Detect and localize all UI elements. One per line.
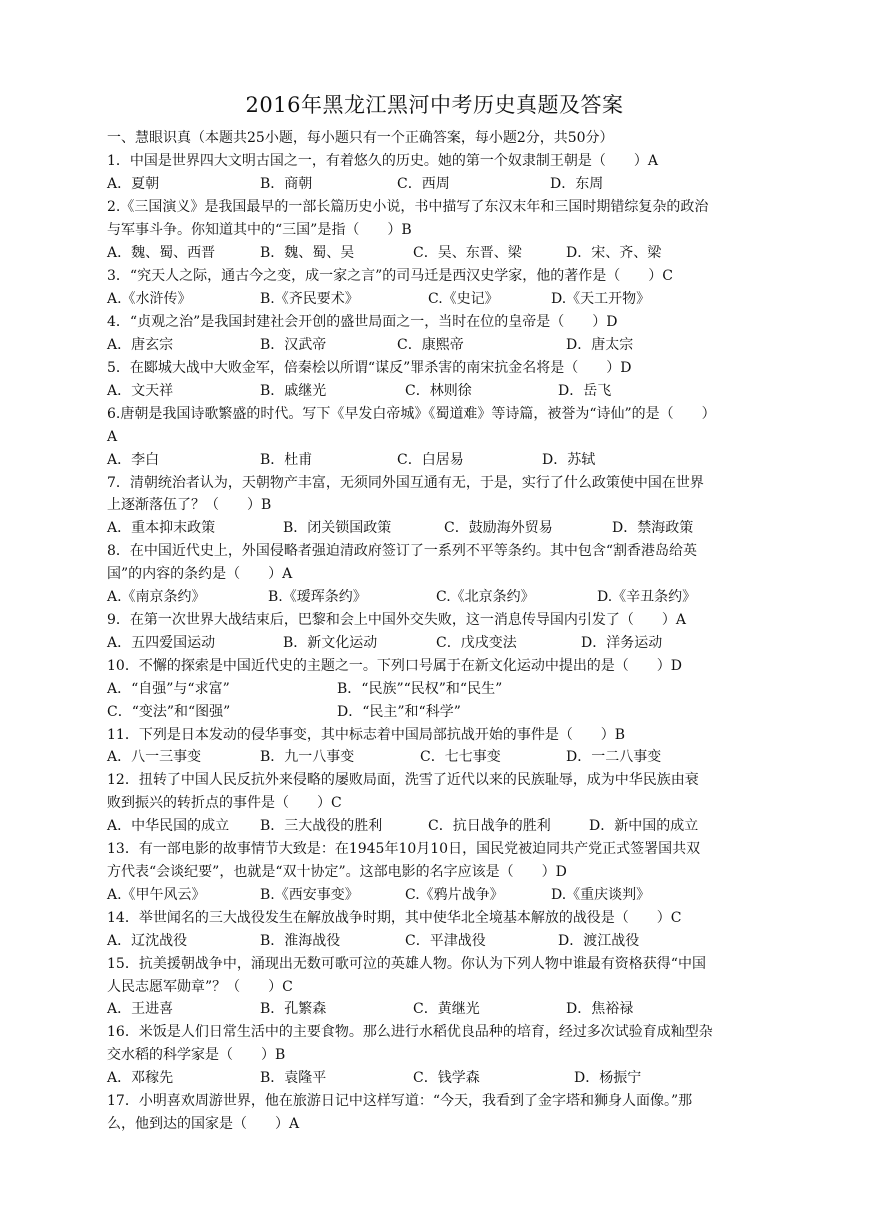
- option-d: D．宋、齐、梁: [566, 245, 662, 261]
- option-b: B．商朝: [260, 176, 313, 192]
- question-text: 8．在中国近代史上，外国侵略者强迫清政府签订了一系列不平等条约。其中包含“割香港岛给英: [107, 543, 698, 559]
- option-c: C．“变法”和“图强”: [107, 704, 231, 720]
- option-b: B．九一八事变: [260, 749, 355, 765]
- option-c: C.《北京条约》: [436, 589, 535, 605]
- option-a: A．八一三事变: [107, 749, 202, 765]
- option-b: B.《瑷珲条约》: [268, 589, 367, 605]
- option-c: C．西周: [397, 176, 450, 192]
- option-d: D.《辛丑条约》: [597, 589, 697, 605]
- question-text: 方代表“会谈纪要”，也就是“双十协定”。这部电影的名字应该是（ ）D: [107, 864, 567, 880]
- option-c: C.《鸦片战争》: [405, 887, 504, 903]
- option-a: A．五四爱国运动: [107, 635, 216, 651]
- option-b: B．孔繁森: [260, 1001, 327, 1017]
- option-a: A．辽沈战役: [107, 933, 188, 949]
- option-b: B．淮海战役: [260, 933, 341, 949]
- option-a: A.《南京条约》: [107, 589, 206, 605]
- question-text: 上逐渐落伍了？（ ）B: [107, 497, 272, 513]
- option-c: C．平津战役: [405, 933, 486, 949]
- option-d: D.《天工开物》: [551, 291, 651, 307]
- option-c: C．黄继光: [413, 1001, 480, 1017]
- option-a: A．文天祥: [107, 383, 174, 399]
- question-text: 14．举世闻名的三大战役发生在解放战争时期，其中使华北全境基本解放的战役是（ ）C: [107, 910, 682, 926]
- option-b: B．杜甫: [260, 452, 313, 468]
- option-d: D．东周: [550, 176, 604, 192]
- option-c: C．白居易: [397, 452, 464, 468]
- option-a: A．中华民国的成立: [107, 818, 230, 834]
- option-b: B．三大战役的胜利: [260, 818, 383, 834]
- option-c: C．钱学森: [413, 1070, 480, 1086]
- question-text: 3．“究天人之际，通古今之变，成一家之言”的司马迁是西汉史学家，他的著作是（ ）C: [107, 268, 673, 284]
- question-text: 6.唐朝是我国诗歌繁盛的时代。写下《早发白帝城》《蜀道难》等诗篇，被誉为“诗仙”的是（ ）: [107, 406, 716, 422]
- option-b: B．“民族”“民权”和“民生”: [337, 681, 503, 697]
- option-a: A．重本抑末政策: [107, 520, 216, 536]
- question-text: 10．不懈的探索是中国近代史的主题之一。下列口号属于在新文化运动中提出的是（ ）D: [107, 658, 683, 674]
- question-text: 国”的内容的条约是（ ）A: [107, 566, 293, 582]
- option-c: C．康熙帝: [397, 337, 464, 353]
- option-d: D．新中国的成立: [589, 818, 699, 834]
- option-a: A．邓稼先: [107, 1070, 174, 1086]
- option-a: A．夏朝: [107, 176, 160, 192]
- question-text: 15．抗美援朝战争中，涌现出无数可歌可泣的英雄人物。你认为下列人物中谁最有资格获得“中国: [107, 956, 706, 972]
- question-text: 1．中国是世界四大文明古国之一，有着悠久的历史。她的第一个奴隶制王朝是（ ）A: [107, 153, 659, 169]
- option-d: D．岳飞: [558, 383, 612, 399]
- option-d: D．一二八事变: [566, 749, 662, 765]
- question-text: 16．米饭是人们日常生活中的主要食物。那么进行水稻优良品种的培育，经过多次试验育成籼型杂: [107, 1024, 713, 1040]
- option-b: B．袁隆平: [260, 1070, 327, 1086]
- option-a: A.《水浒传》: [107, 291, 192, 307]
- option-c: C．抗日战争的胜利: [428, 818, 551, 834]
- question-text: 7．清朝统治者认为，天朝物产丰富，无须同外国互通有无，于是，实行了什么政策使中国在世界: [107, 475, 704, 491]
- option-d: D．“民主”和“科学”: [337, 704, 461, 720]
- option-c: C．戊戌变法: [436, 635, 517, 651]
- question-text: 与军事斗争。你知道其中的“三国”是指（ ）B: [107, 222, 412, 238]
- option-d: D．焦裕禄: [566, 1001, 634, 1017]
- option-d: D．洋务运动: [581, 635, 663, 651]
- option-b: B．新文化运动: [283, 635, 378, 651]
- option-d: D．唐太宗: [566, 337, 634, 353]
- option-c: C.《史记》: [428, 291, 499, 307]
- question-text: 13．有一部电影的故事情节大致是：在1945年10月10日，国民党被迫同共产党正式签署国共双: [107, 841, 701, 857]
- option-a: A．唐玄宗: [107, 337, 174, 353]
- option-c: C．吴、东晋、梁: [413, 245, 522, 261]
- option-d: D．渡江战役: [558, 933, 640, 949]
- option-d: D．杨振宁: [574, 1070, 642, 1086]
- option-c: C．鼓励海外贸易: [444, 520, 553, 536]
- option-b: B．闭关锁国政策: [283, 520, 392, 536]
- option-b: B．戚继光: [260, 383, 327, 399]
- option-a: A．王进喜: [107, 1001, 174, 1017]
- question-text: 4．“贞观之治”是我国封建社会开创的盛世局面之一，当时在位的皇帝是（ ）D: [107, 314, 618, 330]
- question-text: 5．在郾城大战中大败金军，倍秦桧以所谓“谋反”罪杀害的南宋抗金名将是（ ）D: [107, 360, 632, 376]
- question-text: 9．在第一次世界大战结束后，巴黎和会上中国外交失败，这一消息传导国内引发了（ ）A: [107, 612, 687, 628]
- option-a: A.《甲午风云》: [107, 887, 206, 903]
- section-heading: 一、慧眼识真（本题共25小题，每小题只有一个正确答案，每小题2分，共50分）: [107, 130, 614, 146]
- page-title: 2016年黑龙江黑河中考历史真题及答案: [245, 93, 624, 117]
- question-text: A: [107, 429, 118, 445]
- question-text: 人民志愿军勋章”？（ ）C: [107, 979, 293, 995]
- option-d: D．苏轼: [542, 452, 596, 468]
- option-a: A．“自强”与“求富”: [107, 681, 230, 697]
- question-text: 败到振兴的转折点的事件是（ ）C: [107, 795, 342, 811]
- option-a: A．李白: [107, 452, 160, 468]
- question-text: 12．扭转了中国人民反抗外来侵略的屡败局面，洗雪了近代以来的民族耻辱，成为中华民族由衰: [107, 772, 699, 788]
- option-b: B．汉武帝: [260, 337, 327, 353]
- question-text: 11．下列是日本发动的侵华事变，其中标志着中国局部抗战开始的事件是（ ）B: [107, 727, 626, 743]
- option-d: D.《重庆谈判》: [551, 887, 651, 903]
- option-d: D．禁海政策: [612, 520, 694, 536]
- question-text: 交水稻的科学家是（ ）B: [107, 1047, 286, 1063]
- option-a: A．魏、蜀、西晋: [107, 245, 216, 261]
- option-b: B.《齐民要术》: [260, 291, 359, 307]
- option-c: C．林则徐: [405, 383, 472, 399]
- option-c: C．七七事变: [420, 749, 501, 765]
- option-b: B.《西安事变》: [260, 887, 359, 903]
- option-b: B．魏、蜀、吴: [260, 245, 355, 261]
- question-text: 么，他到达的国家是（ ）A: [107, 1116, 300, 1132]
- question-text: 2.《三国演义》是我国最早的一部长篇历史小说，书中描写了东汉末年和三国时期错综复杂的政治: [107, 199, 709, 215]
- question-text: 17．小明喜欢周游世界，他在旅游日记中这样写道：“今天，我看到了金字塔和狮身人面像。”那: [107, 1093, 693, 1109]
